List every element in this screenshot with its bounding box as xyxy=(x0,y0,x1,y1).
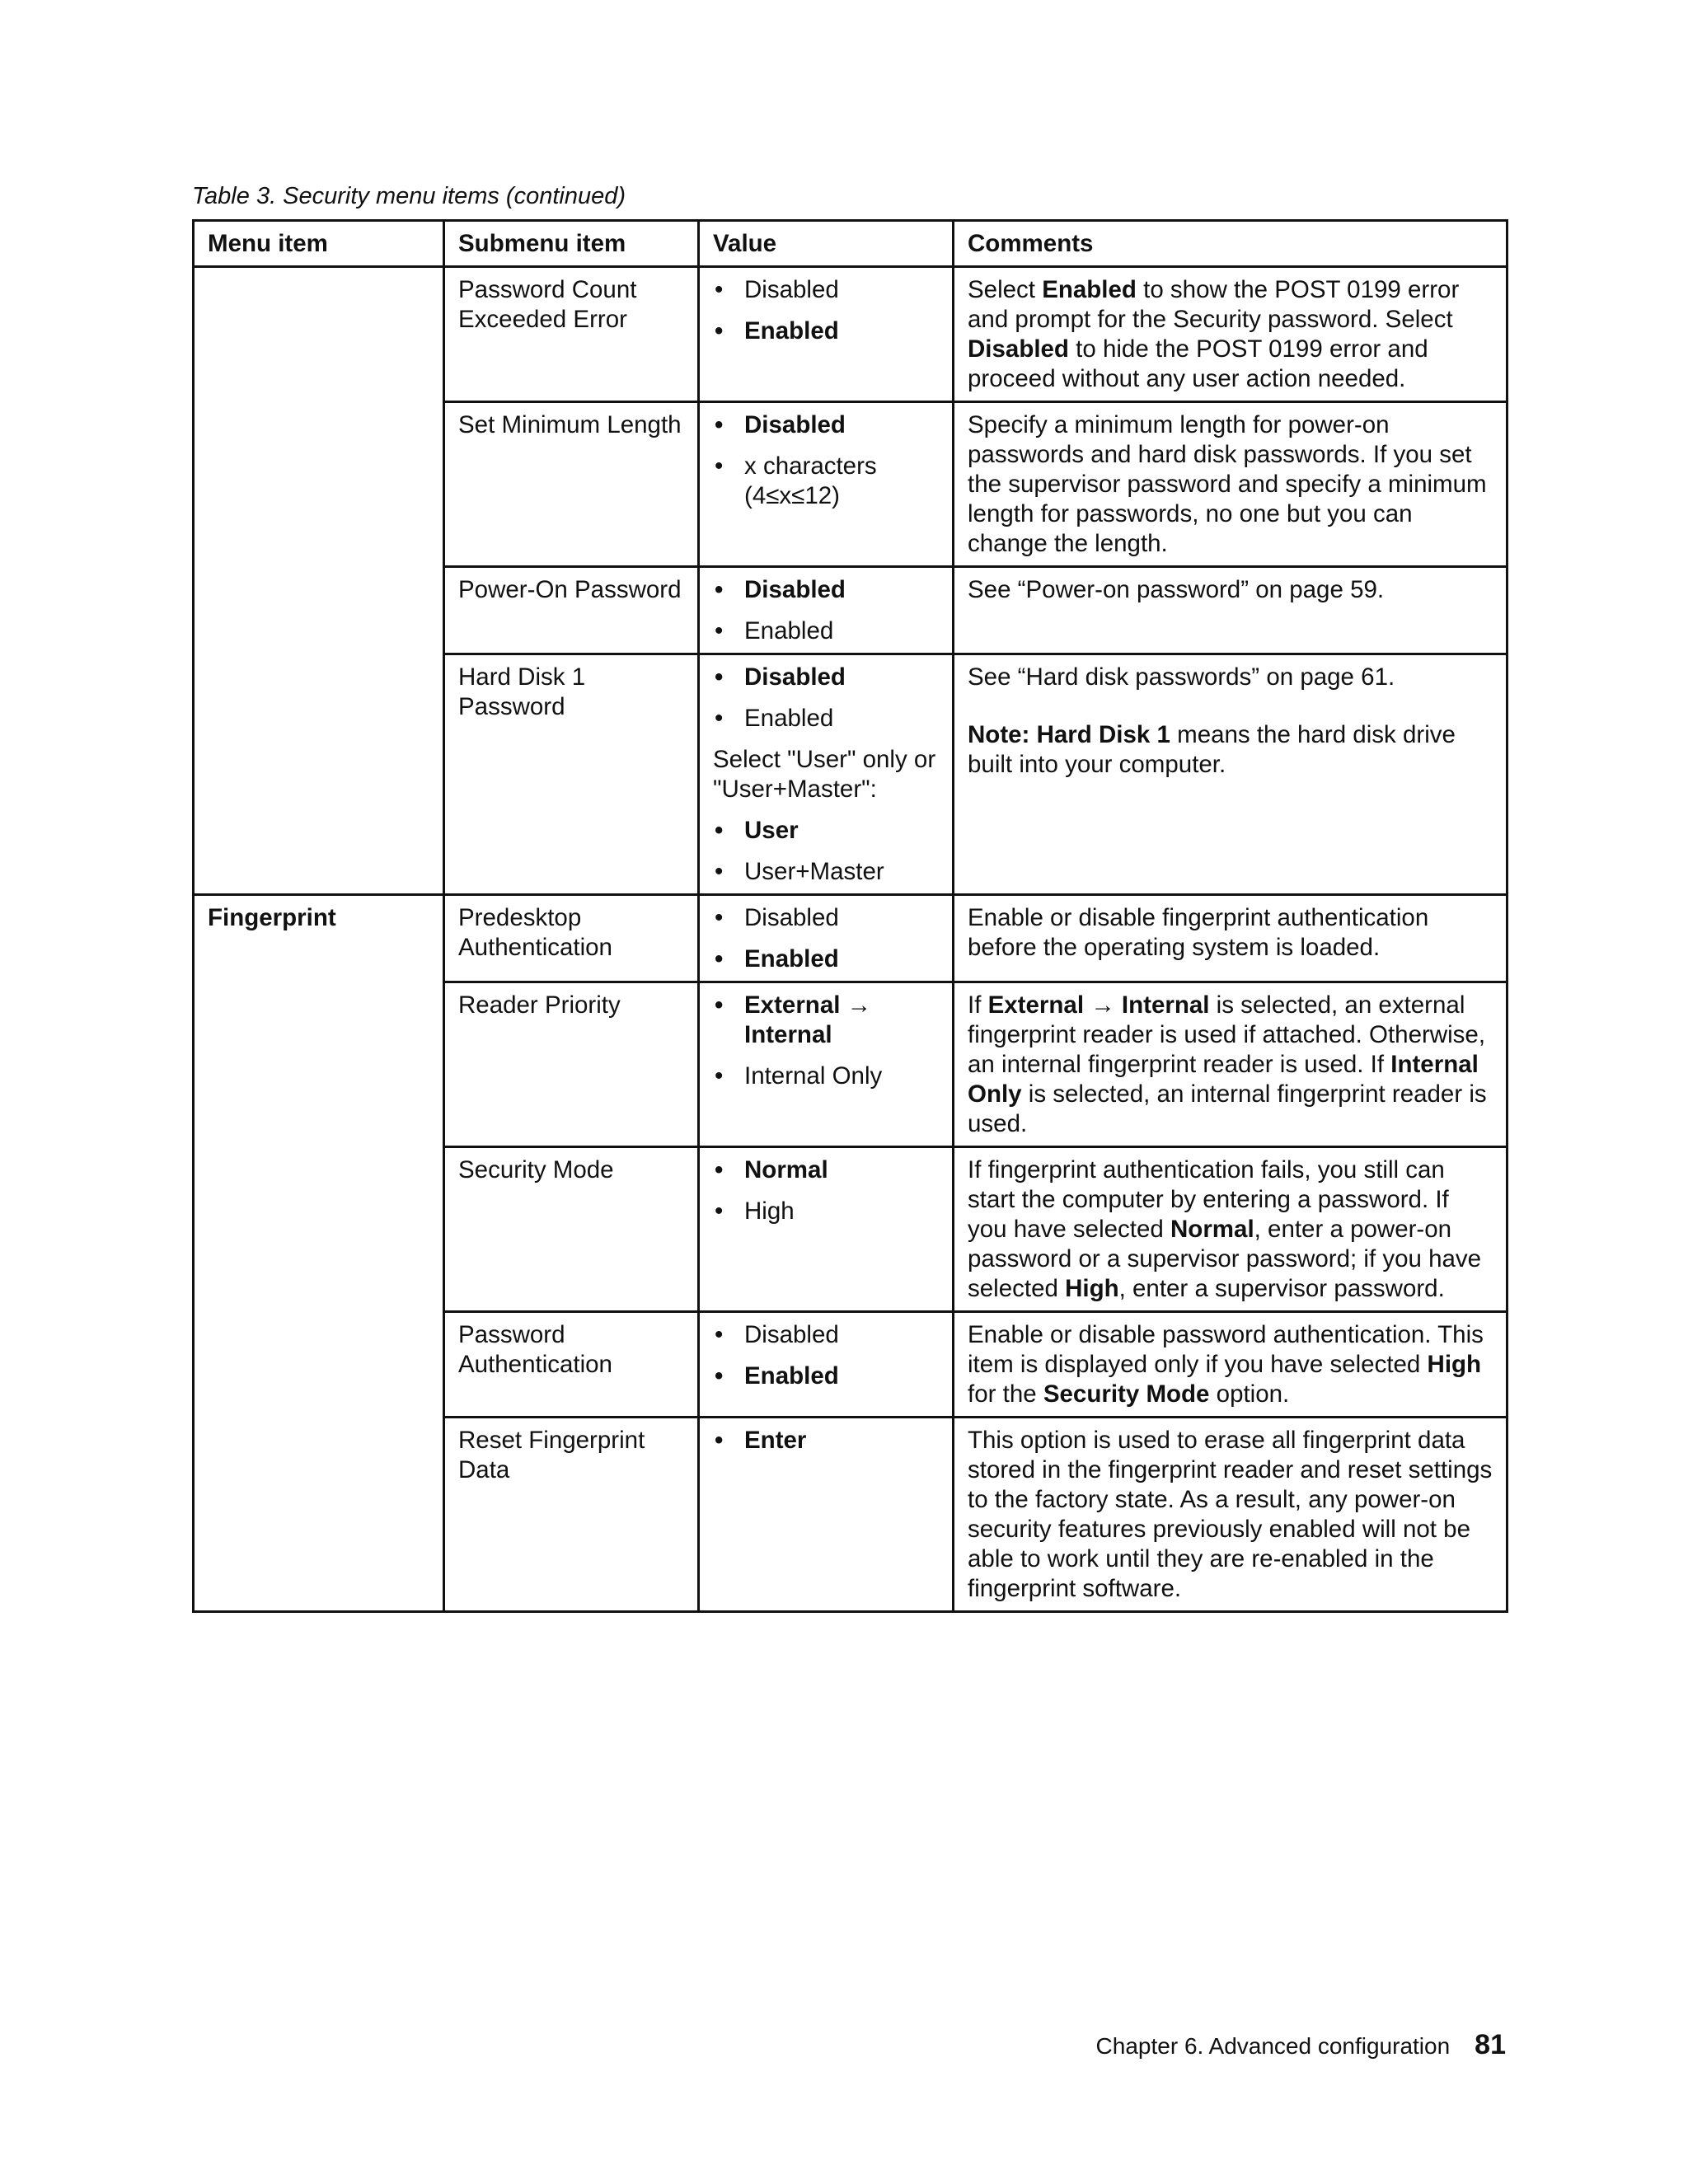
page-footer xyxy=(1088,2029,1506,2061)
value-option-default: • Enabled xyxy=(713,1361,940,1391)
value-cell xyxy=(699,1418,954,1612)
value-option-default: • Enabled xyxy=(713,316,940,346)
value-option-default: • Enabled xyxy=(713,944,940,974)
comment-text: is selected, an external fingerprint reader is used if attached. Otherwise, an internal fingerprint reader is used. If xyxy=(968,991,1486,1078)
comment-text: , enter a supervisor password. xyxy=(1118,1275,1445,1302)
comments-cell: Enable or disable fingerprint authentication before the operating system is loaded. xyxy=(954,895,1507,982)
comment-bold: Security Mode xyxy=(1043,1380,1210,1408)
comments-cell xyxy=(954,654,1507,895)
comments-cell xyxy=(954,267,1507,402)
value-option: • Internal Only xyxy=(713,1062,940,1091)
table-caption: Table 3. Security menu items (continued) xyxy=(192,183,626,209)
comments-cell xyxy=(954,1147,1507,1312)
value-cell xyxy=(699,567,954,654)
value-cell xyxy=(699,982,954,1147)
value-option: • Disabled xyxy=(713,1320,940,1350)
comment-bold: Disabled xyxy=(968,335,1069,363)
value-option: • Enabled xyxy=(713,704,940,733)
comment-bold: Enabled xyxy=(1042,276,1137,303)
submenu-cell: Password Count Exceeded Error xyxy=(444,267,699,402)
menu-cell-empty xyxy=(194,267,444,895)
value-list xyxy=(713,1155,940,1226)
comment-bold: Internal Only xyxy=(968,1051,1479,1108)
submenu-cell: Security Mode xyxy=(444,1147,699,1312)
value-cell xyxy=(699,267,954,402)
note-label: Note: xyxy=(968,721,1030,748)
header-value: Value xyxy=(699,221,954,267)
table-header-row xyxy=(194,221,1507,267)
value-cell xyxy=(699,1312,954,1418)
submenu-cell: Predesktop Authentication xyxy=(444,895,699,982)
value-option: • High xyxy=(713,1197,940,1226)
comment-text: option. xyxy=(1209,1380,1290,1408)
comment-text: , enter a power-on password or a supervisor password; if you have selected xyxy=(968,1216,1482,1302)
comments-cell: Specify a minimum length for power-on passwords and hard disk passwords. If you set the supervisor password and specify a minimum length for passwords, no one but you can change the length. xyxy=(954,402,1507,567)
value-option: • User+Master xyxy=(713,857,940,887)
submenu-cell: Set Minimum Length xyxy=(444,402,699,567)
value-option-default: • External → Internal xyxy=(713,991,940,1050)
value-list xyxy=(713,991,940,1091)
value-option: • Disabled xyxy=(713,275,940,305)
comment-bold: External → Internal xyxy=(987,991,1210,1019)
header-comments: Comments xyxy=(954,221,1507,267)
comments-cell xyxy=(954,982,1507,1147)
value-list xyxy=(713,663,940,733)
submenu-cell: Password Authentication xyxy=(444,1312,699,1418)
comments-cell: This option is used to erase all fingerprint data stored in the fingerprint reader and reset settings to the factory state. As a result, any power-on security features previously enabled will not be able to work until they are re-enabled in the fingerprint software. xyxy=(954,1418,1507,1612)
comment-text: Select xyxy=(968,276,1043,303)
comment-bold: Normal xyxy=(1170,1216,1254,1243)
comment-note xyxy=(968,720,1494,780)
comment-bold: High xyxy=(1065,1275,1119,1302)
table-row xyxy=(194,267,1507,402)
submenu-cell: Reader Priority xyxy=(444,982,699,1147)
value-list xyxy=(713,903,940,974)
comment-text: to hide the POST 0199 error and proceed without any user action needed. xyxy=(968,335,1428,392)
value-list xyxy=(713,1426,940,1455)
comment-text: If fingerprint authentication fails, you still can start the computer by entering a password. If you have selected xyxy=(968,1156,1449,1243)
value-option: • Disabled xyxy=(713,903,940,933)
header-submenu-item: Submenu item xyxy=(444,221,699,267)
value-option-default: • Disabled xyxy=(713,575,940,605)
value-option-default: • Enter xyxy=(713,1426,940,1455)
footer-chapter: Chapter 6. Advanced configuration xyxy=(1095,2033,1451,2059)
value-cell xyxy=(699,895,954,982)
value-cell xyxy=(699,402,954,567)
value-list xyxy=(713,816,940,887)
value-list xyxy=(713,1320,940,1391)
value-list xyxy=(713,410,940,511)
submenu-cell: Power-On Password xyxy=(444,567,699,654)
value-option-default: • Disabled xyxy=(713,663,940,692)
table-row xyxy=(194,895,1507,982)
submenu-cell: Hard Disk 1 Password xyxy=(444,654,699,895)
value-option-default: • Normal xyxy=(713,1155,940,1185)
value-option-default: • Disabled xyxy=(713,410,940,440)
comment-bold: Hard Disk 1 xyxy=(1036,721,1170,748)
comments-cell xyxy=(954,1312,1507,1418)
page-number: 81 xyxy=(1475,2029,1506,2060)
comment-text: Enable or disable password authentication. This item is displayed only if you have selected xyxy=(968,1321,1484,1378)
value-list xyxy=(713,575,940,646)
value-list xyxy=(713,275,940,346)
comment-text: If xyxy=(968,991,988,1019)
value-select-note: Select "User" only or "User+Master": xyxy=(713,746,936,803)
security-menu-table xyxy=(192,219,1508,1613)
value-option-default: • User xyxy=(713,816,940,846)
header-menu-item: Menu item xyxy=(194,221,444,267)
comment-text: to show the POST 0199 error and prompt for the Security password. Select xyxy=(968,276,1460,333)
comment-text: for the xyxy=(968,1380,1043,1408)
submenu-cell: Reset Fingerprint Data xyxy=(444,1418,699,1612)
value-option: • Enabled xyxy=(713,616,940,646)
comment-bold: High xyxy=(1427,1351,1482,1378)
menu-cell-fingerprint: Fingerprint xyxy=(194,895,444,1612)
value-option: • x characters (4≤x≤12) xyxy=(713,452,940,511)
comments-cell: See “Power-on password” on page 59. xyxy=(954,567,1507,654)
comment-text: means the hard disk drive built into your computer. xyxy=(968,721,1456,778)
comment-text: is selected, an internal fingerprint reader is used. xyxy=(968,1080,1487,1137)
value-cell xyxy=(699,654,954,895)
comment-text: See “Hard disk passwords” on page 61. xyxy=(968,663,1395,691)
value-cell xyxy=(699,1147,954,1312)
